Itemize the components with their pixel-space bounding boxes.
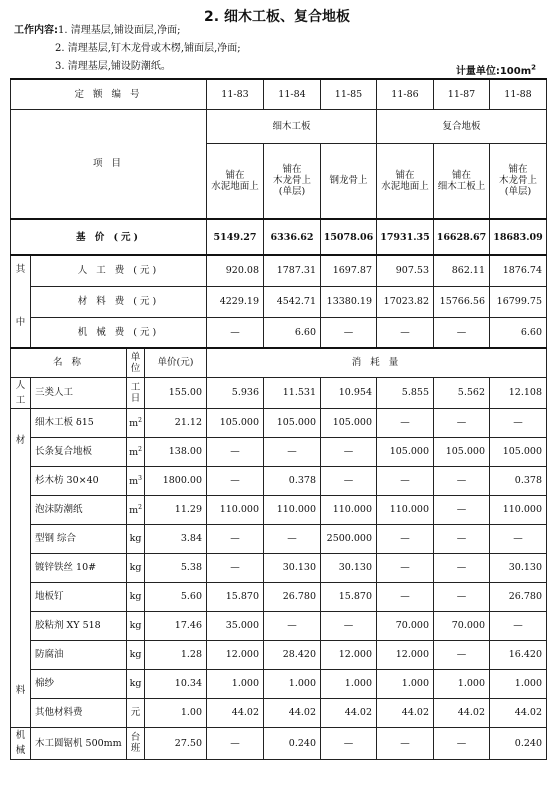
cost-value: — [434,317,490,348]
cost-value: 15766.56 [434,286,490,317]
material-name: 地板钉 [31,582,127,611]
material-price: 138.00 [145,437,207,466]
material-unit-text: m [129,447,139,459]
group-header: 细木工板 [207,109,377,143]
material-qty: 44.02 [490,698,547,727]
material-qty: 44.02 [321,698,377,727]
material-unit [127,466,145,495]
material-qty: — [377,524,434,553]
subheader-cell: 铺在 水泥地面上 [207,143,264,219]
material-qty: — [264,437,321,466]
material-qty: 30.130 [321,553,377,582]
material-qty: 15.870 [321,582,377,611]
labor-qty: 5.562 [434,377,490,408]
material-unit-text: m [129,418,139,430]
material-unit [127,408,145,437]
cost-row-material [11,286,547,317]
base-price-value: 5149.27 [207,219,264,255]
material-qty: 110.000 [264,495,321,524]
material-qty: 30.130 [490,553,547,582]
base-price-value: 6336.62 [264,219,321,255]
material-name: 型钢 综合 [31,524,127,553]
material-unit-superscript: 3 [138,475,142,483]
cost-value: 1697.87 [321,255,377,286]
material-row [11,611,547,640]
material-row [11,669,547,698]
machinery-row [11,727,547,759]
material-unit [127,524,145,553]
machinery-qty: — [207,727,264,759]
material-price: 3.84 [145,524,207,553]
material-qty: 30.130 [264,553,321,582]
cost-row-machinery [11,317,547,348]
code-cell: 11-85 [321,79,377,109]
material-qty: — [490,524,547,553]
labor-qty: 10.954 [321,377,377,408]
material-row [11,524,547,553]
material-qty: — [434,408,490,437]
material-qty: 0.378 [264,466,321,495]
material-row [11,640,547,669]
material-qty: — [207,553,264,582]
material-qty: — [264,524,321,553]
col-price-header: 单价(元) [145,348,207,377]
material-row [11,437,547,466]
material-name: 镀锌铁丝 10# [31,553,127,582]
material-qty: — [207,524,264,553]
machinery-price: 27.50 [145,727,207,759]
material-qty: 12.000 [207,640,264,669]
breakdown-side-label [11,255,31,348]
material-qty: 1.000 [377,669,434,698]
material-name: 泡沫防潮纸 [31,495,127,524]
material-qty: 105.000 [321,408,377,437]
work-content-item: 2. 清理基层,钉木龙骨或木楞,铺面层,净面; [55,43,241,54]
labor-unit: 工日 [127,377,145,408]
material-qty: 110.000 [321,495,377,524]
material-name: 棉纱 [31,669,127,698]
material-qty: — [434,582,490,611]
material-qty: 105.000 [264,408,321,437]
col-unit-header: 单位 [127,348,145,377]
subheader-cell: 铺在 细木工板上 [434,143,490,219]
material-name: 细木工板 δ15 [31,408,127,437]
material-unit [127,698,145,727]
material-side-label [11,408,31,727]
machinery-qty: 0.240 [264,727,321,759]
material-qty: 44.02 [434,698,490,727]
page-title: 2. 细木工板、复合地板 [204,9,350,25]
material-qty: 1.000 [264,669,321,698]
subheader-cell: 铺在 水泥地面上 [377,143,434,219]
material-qty: 110.000 [207,495,264,524]
cost-value: 1876.74 [490,255,547,286]
base-price-value: 18683.09 [490,219,547,255]
material-qty: — [490,611,547,640]
material-qty: — [434,524,490,553]
material-unit-superscript: 2 [138,504,142,512]
cost-value: 1787.31 [264,255,321,286]
material-qty: 28.420 [264,640,321,669]
material-qty: — [207,437,264,466]
material-unit [127,582,145,611]
material-qty: 16.420 [490,640,547,669]
labor-qty: 11.531 [264,377,321,408]
base-price-value: 17931.35 [377,219,434,255]
machinery-qty: — [321,727,377,759]
material-qty: 35.000 [207,611,264,640]
material-price: 5.60 [145,582,207,611]
material-price: 1.28 [145,640,207,669]
project-label: 项 目 [11,109,207,219]
material-qty: 110.000 [490,495,547,524]
material-name: 长条复合地板 [31,437,127,466]
material-unit-superscript: 2 [138,446,142,454]
code-label: 定 额 编 号 [11,79,207,109]
cost-name: 人 工 费 (元) [31,255,207,286]
material-price: 1800.00 [145,466,207,495]
material-qty: — [207,466,264,495]
material-price: 11.29 [145,495,207,524]
work-content-label: 工作内容: [14,25,58,36]
group-row [11,109,547,143]
labor-qty: 5.855 [377,377,434,408]
machinery-qty: 0.240 [490,727,547,759]
cost-value: — [321,317,377,348]
material-unit [127,669,145,698]
material-unit [127,553,145,582]
material-unit-text: kg [129,591,142,602]
material-price: 5.38 [145,553,207,582]
material-qty: — [434,640,490,669]
labor-side-label: 人 工 [11,377,31,408]
cost-value: 862.11 [434,255,490,286]
material-qty: — [321,437,377,466]
material-qty: 12.000 [321,640,377,669]
material-row [11,698,547,727]
material-qty: 110.000 [377,495,434,524]
material-qty: 44.02 [207,698,264,727]
machinery-name: 木工圆锯机 500mm [31,727,127,759]
cost-name: 机 械 费 (元) [31,317,207,348]
material-qty: 105.000 [434,437,490,466]
work-content-item: 1. 清理基层,铺设面层,净面; [58,25,181,36]
cost-value: 920.08 [207,255,264,286]
material-qty: 1.000 [490,669,547,698]
subheader-cell: 铺在 木龙骨上 (单层) [490,143,547,219]
material-unit-superscript: 2 [138,417,142,425]
material-qty: 0.378 [490,466,547,495]
material-qty: — [377,582,434,611]
material-unit-text: kg [129,649,142,660]
base-price-value: 16628.67 [434,219,490,255]
material-name: 其他材料费 [31,698,127,727]
material-qty: — [434,466,490,495]
material-row [11,582,547,611]
unit-label: 计量单位: [455,66,500,77]
code-cell: 11-86 [377,79,434,109]
material-unit-text: kg [129,678,142,689]
labor-qty: 5.936 [207,377,264,408]
material-qty: — [434,553,490,582]
material-side-top: 材 [15,434,26,446]
code-cell: 11-88 [490,79,547,109]
material-qty: 70.000 [434,611,490,640]
labor-price: 155.00 [145,377,207,408]
labor-qty: 12.108 [490,377,547,408]
col-qty-header: 消 耗 量 [207,348,547,377]
base-price-value: 15078.06 [321,219,377,255]
code-cell: 11-83 [207,79,264,109]
material-qty: 105.000 [377,437,434,466]
subheader-cell: 钢龙骨上 [321,143,377,219]
material-qty: 70.000 [377,611,434,640]
material-unit-text: kg [129,533,142,544]
material-row [11,495,547,524]
breakdown-side-bottom: 中 [15,317,26,328]
subheader-cell: 铺在 木龙骨上 (单层) [264,143,321,219]
material-unit-text: kg [129,620,142,631]
material-price: 17.46 [145,611,207,640]
material-qty: 26.780 [264,582,321,611]
material-qty: — [434,495,490,524]
material-unit-text: kg [129,562,142,573]
labor-name: 三类人工 [31,377,127,408]
base-price-label: 基 价 (元) [11,219,207,255]
material-qty: — [490,408,547,437]
material-qty: 44.02 [377,698,434,727]
material-qty: 1.000 [434,669,490,698]
material-unit [127,640,145,669]
material-unit [127,495,145,524]
material-qty: 2500.000 [321,524,377,553]
quota-table [10,78,547,760]
cost-value: 17023.82 [377,286,434,317]
material-side-bottom: 料 [15,684,26,696]
material-qty: 15.870 [207,582,264,611]
cost-value: 6.60 [264,317,321,348]
material-price: 1.00 [145,698,207,727]
machinery-qty: — [434,727,490,759]
material-qty: 105.000 [490,437,547,466]
material-qty: 1.000 [321,669,377,698]
material-unit [127,437,145,466]
cost-value: 16799.75 [490,286,547,317]
group-header: 复合地板 [377,109,547,143]
cost-value: — [207,317,264,348]
material-qty: 44.02 [264,698,321,727]
cost-value: 907.53 [377,255,434,286]
material-name: 防腐油 [31,640,127,669]
breakdown-side-top: 其 [15,264,26,275]
unit-value: 100m [499,66,532,77]
material-row [11,408,547,437]
code-cell: 11-84 [264,79,321,109]
labor-row [11,377,547,408]
work-content-line-1 [14,24,180,38]
measurement-unit [456,62,536,77]
work-content-item: 3. 清理基层,铺设防潮纸。 [55,61,171,72]
cost-row-labor [11,255,547,286]
material-qty: — [321,611,377,640]
material-name: 杉木枋 30×40 [31,466,127,495]
cost-value: — [377,317,434,348]
material-qty: — [377,466,434,495]
machinery-unit: 台班 [127,727,145,759]
cost-value: 6.60 [490,317,547,348]
material-qty: — [321,466,377,495]
material-row [11,466,547,495]
consumption-header-row [11,348,547,377]
col-name-header: 名 称 [11,348,127,377]
material-qty: 12.000 [377,640,434,669]
material-qty: — [264,611,321,640]
cost-value: 13380.19 [321,286,377,317]
material-unit-text: 元 [130,707,141,718]
machinery-side-label: 机 械 [11,727,31,759]
material-qty: — [377,553,434,582]
cost-name: 材 料 费 (元) [31,286,207,317]
material-unit-text: m [129,476,139,488]
cost-value: 4229.19 [207,286,264,317]
unit-superscript: 2 [531,63,536,72]
material-unit [127,611,145,640]
base-price-row [11,219,547,255]
material-row [11,553,547,582]
cost-value: 4542.71 [264,286,321,317]
material-qty: — [377,408,434,437]
material-qty: 105.000 [207,408,264,437]
material-qty: 26.780 [490,582,547,611]
material-price: 10.34 [145,669,207,698]
machinery-qty: — [377,727,434,759]
material-unit-text: m [129,505,139,517]
material-qty: 1.000 [207,669,264,698]
material-price: 21.12 [145,408,207,437]
code-cell: 11-87 [434,79,490,109]
code-row [11,79,547,109]
material-name: 胶粘剂 XY 518 [31,611,127,640]
